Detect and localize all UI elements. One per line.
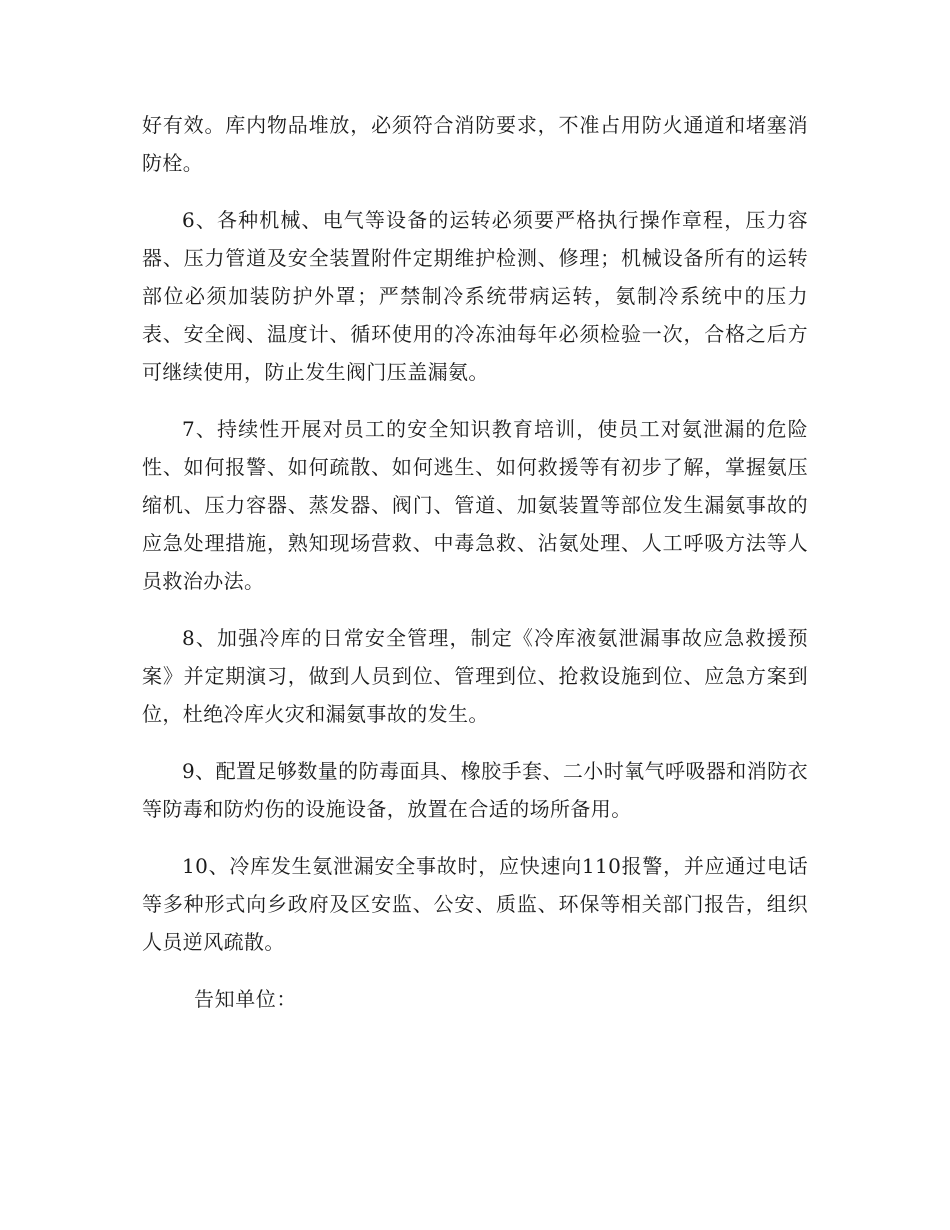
paragraph-item-9: 9、配置足够数量的防毒面具、橡胶手套、二小时氧气呼吸器和消防衣等防毒和防灼伤的设施设备，放置在合适的场所备用。 [142, 759, 808, 821]
notifying-unit-label: 告知单位： [194, 987, 297, 1011]
paragraph-item-7: 7、持续性开展对员工的安全知识教育培训，使员工对氨泄漏的危险性、如何报警、如何疏散、如何逃生、如何救援等有初步了解，掌握氨压缩机、压力容器、蒸发器、阀门、管道、加氨装置等部位发生漏氨事故的应急处理措施，熟知现场营救、中毒急救、沾氨处理、人工呼吸方法等人员救治办法。 [142, 417, 808, 593]
document-page [142, 106, 808, 1018]
paragraph-continuation: 好有效。库内物品堆放，必须符合消防要求，不准占用防火通道和堵塞消防栓。 [142, 113, 808, 175]
paragraph-item-8: 8、加强冷库的日常安全管理，制定《冷库液氨泄漏事故应急救援预案》并定期演习，做到人员到位、管理到位、抢救设施到位、应急方案到位，杜绝冷库火灾和漏氨事故的发生。 [142, 626, 808, 726]
paragraph-item-10: 10、冷库发生氨泄漏安全事故时，应快速向110报警，并应通过电话等多种形式向乡政府及区安监、公安、质监、环保等相关部门报告，组织人员逆风疏散。 [142, 854, 808, 954]
paragraph-item-6: 6、各种机械、电气等设备的运转必须要严格执行操作章程，压力容器、压力管道及安全装置附件定期维护检测、修理；机械设备所有的运转部位必须加装防护外罩；严禁制冷系统带病运转，氨制冷系统中的压力表、安全阀、温度计、循环使用的冷冻油每年必须检验一次，合格之后方可继续使用，防止发生阀门压盖漏氨。 [142, 208, 808, 384]
